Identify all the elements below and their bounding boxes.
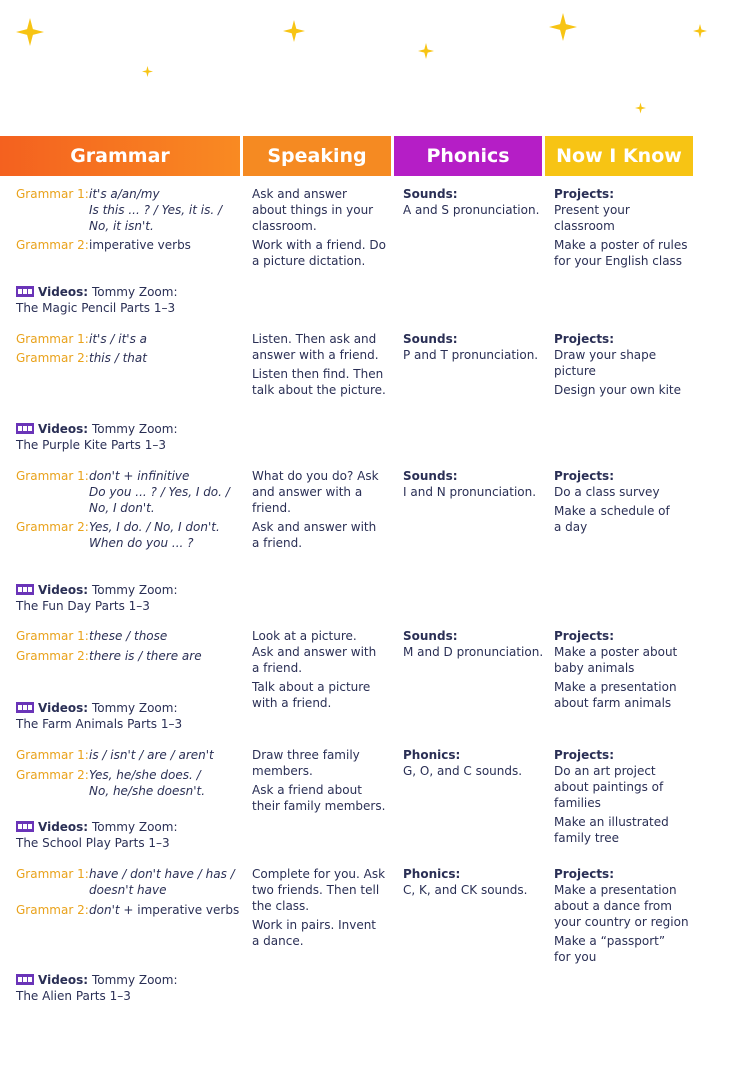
speaking-text: answer with a friend.	[252, 348, 379, 362]
speaking-text: Work in pairs. Invent	[252, 918, 377, 932]
project-text: your country or region	[554, 915, 689, 929]
video-series: Tommy Zoom:	[91, 820, 178, 834]
speaking-text: two friends. Then tell	[252, 883, 380, 897]
bbc-logo-icon	[16, 821, 34, 832]
video-line	[16, 582, 178, 598]
project-text: Make a “passport”	[554, 934, 666, 948]
sounds-label: Sounds:	[403, 629, 458, 643]
grammar1-text: No, it isn't.	[89, 219, 154, 233]
speaking-text: What do you do? Ask	[252, 469, 379, 483]
video-line	[16, 284, 178, 300]
videos-label: Videos:	[38, 701, 89, 715]
phonics-text: A and S pronunciation.	[403, 203, 540, 217]
grammar1-label: Grammar 1:	[16, 332, 89, 346]
project-text: Make a poster of rules	[554, 238, 688, 252]
speaking-text: with a friend.	[252, 696, 332, 710]
bbc-logo-icon	[16, 286, 34, 297]
sounds-label: Sounds:	[403, 332, 458, 346]
speaking-text: classroom.	[252, 219, 317, 233]
grammar2-label: Grammar 2:	[16, 768, 89, 782]
grammar1-label: Grammar 1:	[16, 469, 89, 483]
project-text: picture	[554, 364, 596, 378]
speaking-text: a friend.	[252, 661, 303, 675]
video-series: Tommy Zoom:	[91, 701, 178, 715]
projects-label: Projects:	[554, 469, 614, 483]
grammar2-label: Grammar 2:	[16, 649, 89, 663]
video-line	[16, 819, 178, 835]
video-series: Tommy Zoom:	[91, 285, 178, 299]
videos-label: Videos:	[38, 973, 89, 987]
grammar1-text: don't + infinitive	[89, 469, 190, 483]
grammar1-label: Grammar 1:	[16, 629, 89, 643]
phonics-text: C, K, and CK sounds.	[403, 883, 528, 897]
grammar2-label: Grammar 2:	[16, 520, 89, 534]
grammar2-label: Grammar 2:	[16, 351, 89, 365]
grammar1-text: is / isn't / are / aren't	[89, 748, 214, 762]
phonics-label: Phonics:	[403, 867, 461, 881]
speaking-text: Work with a friend. Do	[252, 238, 386, 252]
sparkle-star-icon	[418, 43, 434, 59]
project-text: Make a poster about	[554, 645, 678, 659]
phonics-text: G, O, and C sounds.	[403, 764, 523, 778]
video-title: The Farm Animals Parts 1–3	[16, 717, 183, 731]
project-text: classroom	[554, 219, 615, 233]
speaking-text: Draw three family	[252, 748, 360, 762]
video-series: Tommy Zoom:	[91, 422, 178, 436]
speaking-text: a picture dictation.	[252, 254, 366, 268]
sounds-label: Sounds:	[403, 469, 458, 483]
grammar1-label: Grammar 1:	[16, 867, 89, 881]
videos-label: Videos:	[38, 820, 89, 834]
header-grammar: Grammar	[0, 136, 240, 176]
project-text: baby animals	[554, 661, 635, 675]
grammar2-text: there is / there are	[89, 649, 202, 663]
sparkle-star-icon	[16, 18, 44, 46]
videos-label: Videos:	[38, 285, 89, 299]
phonics-label: Phonics:	[403, 748, 461, 762]
projects-label: Projects:	[554, 867, 614, 881]
grammar2-text: When do you ... ?	[89, 536, 194, 550]
speaking-text: friend.	[252, 501, 291, 515]
projects-label: Projects:	[554, 748, 614, 762]
column-header-bar	[0, 136, 693, 176]
video-series: Tommy Zoom:	[91, 583, 178, 597]
header-phonics: Phonics	[394, 136, 542, 176]
speaking-text: their family members.	[252, 799, 386, 813]
grammar1-label: Grammar 1:	[16, 748, 89, 762]
grammar2-label: Grammar 2:	[16, 238, 89, 252]
bbc-logo-icon	[16, 423, 34, 434]
speaking-text: Look at a picture.	[252, 629, 357, 643]
header-speaking: Speaking	[243, 136, 391, 176]
project-text: about farm animals	[554, 696, 672, 710]
phonics-text: I and N pronunciation.	[403, 485, 537, 499]
video-series: Tommy Zoom:	[91, 973, 178, 987]
grammar1-text: No, I don't.	[89, 501, 155, 515]
speaking-text: Ask and answer	[252, 187, 347, 201]
project-text: family tree	[554, 831, 619, 845]
sparkle-star-icon	[635, 102, 646, 114]
speaking-text: about things in your	[252, 203, 374, 217]
grammar2-text: this / that	[89, 351, 147, 365]
speaking-text: Complete for you. Ask	[252, 867, 386, 881]
bbc-logo-icon	[16, 702, 34, 713]
speaking-text: talk about the picture.	[252, 383, 386, 397]
project-text: about a dance from	[554, 899, 672, 913]
videos-label: Videos:	[38, 583, 89, 597]
video-line	[16, 700, 178, 716]
speaking-text: Listen then find. Then	[252, 367, 384, 381]
project-text: Present your	[554, 203, 630, 217]
sparkle-star-icon	[142, 66, 153, 77]
video-line	[16, 421, 178, 437]
project-text: Design your own kite	[554, 383, 681, 397]
speaking-text: Listen. Then ask and	[252, 332, 377, 346]
grammar1-text: it's a/an/my	[89, 187, 160, 201]
project-text: for you	[554, 950, 597, 964]
phonics-text: P and T pronunciation.	[403, 348, 539, 362]
speaking-text: Ask a friend about	[252, 783, 362, 797]
sparkle-star-icon	[283, 20, 305, 42]
project-text: Make a schedule of	[554, 504, 670, 518]
sounds-label: Sounds:	[403, 187, 458, 201]
projects-label: Projects:	[554, 629, 614, 643]
project-text: Do an art project	[554, 764, 656, 778]
speaking-text: and answer with a	[252, 485, 363, 499]
grammar1-text: Is this ... ? / Yes, it is. /	[89, 203, 223, 217]
speaking-text: a friend.	[252, 536, 303, 550]
video-title: The Fun Day Parts 1–3	[16, 599, 150, 613]
grammar1-text: have / don't have / has /	[89, 867, 235, 881]
video-title: The Purple Kite Parts 1–3	[16, 438, 166, 452]
sparkle-star-icon	[693, 24, 707, 38]
header-now-i-know: Now I Know	[545, 136, 693, 176]
grammar2-label: Grammar 2:	[16, 903, 89, 917]
grammar1-text: these / those	[89, 629, 168, 643]
grammar1-text: doesn't have	[89, 883, 167, 897]
project-text: Make an illustrated	[554, 815, 669, 829]
speaking-text: Ask and answer with	[252, 520, 377, 534]
projects-label: Projects:	[554, 332, 614, 346]
project-text: a day	[554, 520, 588, 534]
grammar2-text: No, he/she doesn't.	[89, 784, 206, 798]
project-text: for your English class	[554, 254, 683, 268]
project-text: families	[554, 796, 601, 810]
grammar2-text: Yes, he/she does. /	[89, 768, 201, 782]
video-title: The School Play Parts 1–3	[16, 836, 170, 850]
speaking-text: the class.	[252, 899, 310, 913]
project-text: Draw your shape	[554, 348, 657, 362]
bbc-logo-icon	[16, 974, 34, 985]
video-title: The Magic Pencil Parts 1–3	[16, 301, 176, 315]
sparkle-star-icon	[549, 8, 577, 46]
grammar2-suffix: + imperative verbs	[123, 903, 240, 917]
projects-label: Projects:	[554, 187, 614, 201]
bbc-logo-icon	[16, 584, 34, 595]
project-text: about paintings of	[554, 780, 664, 794]
grammar1-text: it's / it's a	[89, 332, 148, 346]
speaking-text: a dance.	[252, 934, 304, 948]
grammar2-text	[89, 902, 239, 918]
phonics-text: M and D pronunciation.	[403, 645, 544, 659]
grammar1-label: Grammar 1:	[16, 187, 89, 201]
speaking-text: Ask and answer with	[252, 645, 377, 659]
grammar2-text: Yes, I do. / No, I don't.	[89, 520, 220, 534]
video-line	[16, 972, 178, 988]
project-text: Do a class survey	[554, 485, 660, 499]
grammar2-keyword: don't	[89, 903, 120, 917]
grammar1-text: Do you ... ? / Yes, I do. /	[89, 485, 230, 499]
project-text: Make a presentation	[554, 883, 677, 897]
project-text: Make a presentation	[554, 680, 677, 694]
video-title: The Alien Parts 1–3	[16, 989, 131, 1003]
speaking-text: Talk about a picture	[252, 680, 371, 694]
speaking-text: members.	[252, 764, 313, 778]
grammar2-text: imperative verbs	[89, 238, 191, 252]
videos-label: Videos:	[38, 422, 89, 436]
